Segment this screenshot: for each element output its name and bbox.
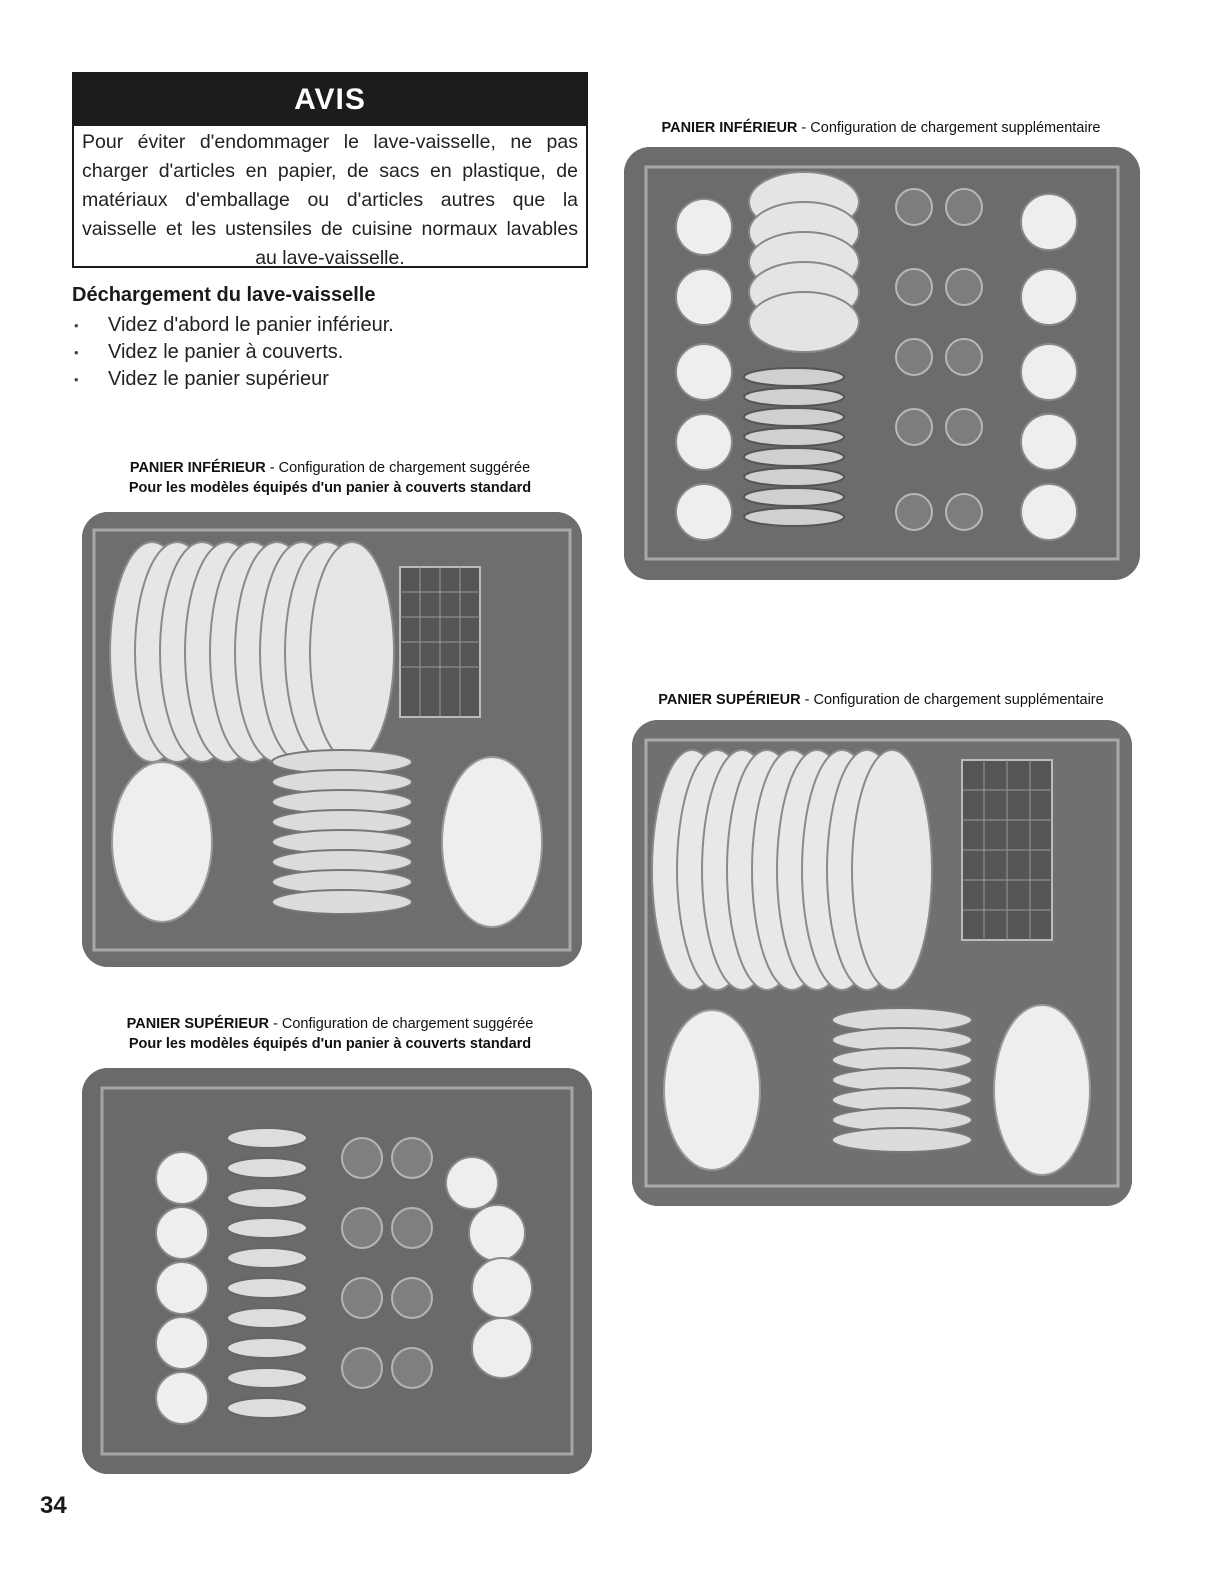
notice-text: Pour éviter d'endommager le lave-vaisselle, ne pas charger d'articles en papier, de sacs en plastique, de matériaux d'emballage ou d'articles autres que la vaisselle et les ustensiles de cuisine normaux lavables au lave-vaisselle. [82,131,578,269]
unloading-step: • Videz d'abord le panier inférieur. [72,312,394,339]
caption-desc: - Configuration de chargement suggérée [268,1016,534,1032]
caption-desc: - Configuration de chargement supplémentaire [797,120,1101,136]
unloading-step: • Videz le panier à couverts. [72,339,394,366]
caption-title: PANIER INFÉRIEUR [129,460,266,476]
unloading-title: Déchargement du lave-vaisselle [72,284,376,306]
caption-lower-additional [616,118,1146,138]
caption-upper-additional [616,690,1146,710]
caption-desc: - Configuration de chargement suggérée [265,460,531,476]
unloading-steps [72,312,394,393]
photo-upper-rack-suggested [82,1068,592,1474]
photo-upper-rack-additional [632,720,1132,1206]
page-number: 34 [40,1492,67,1519]
caption-lower-suggested [100,458,560,498]
unloading-step: • Videz le panier supérieur [72,366,394,393]
caption-subtitle: Pour les modèles équipés d'un panier à couverts standard [128,480,532,496]
caption-subtitle: Pour les modèles équipés d'un panier à couverts standard [128,1036,532,1052]
notice-box [72,72,588,268]
photo-lower-rack-suggested [82,512,582,967]
caption-upper-suggested [100,1014,560,1054]
notice-heading: AVIS [74,74,586,126]
photo-lower-rack-additional [624,147,1140,580]
caption-title: PANIER INFÉRIEUR [661,120,798,136]
caption-title: PANIER SUPÉRIEUR [658,692,801,708]
caption-desc: - Configuration de chargement supplémentaire [800,692,1104,708]
caption-title: PANIER SUPÉRIEUR [126,1016,269,1032]
